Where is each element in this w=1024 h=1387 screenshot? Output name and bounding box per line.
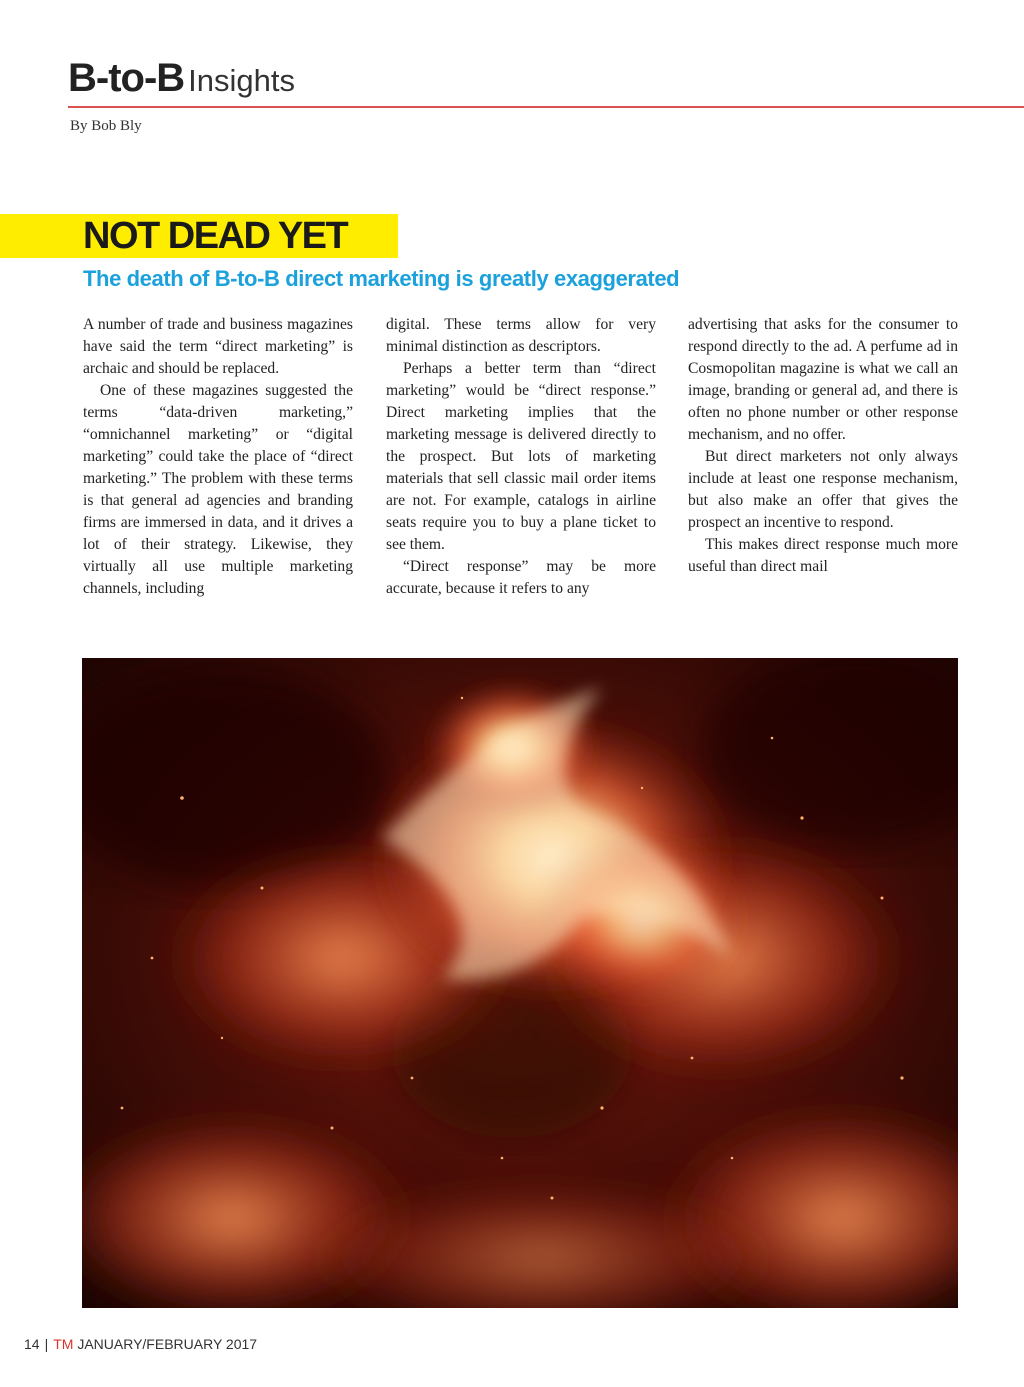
page-footer (24, 1336, 257, 1352)
paragraph: This makes direct response much more useful than direct mail (688, 536, 958, 575)
paragraph: One of these magazines suggested the terms “data-driven marketing,” “omnichannel marketing” or “digital marketing” could take the place of “direct marketing.” The problem with these terms is that general ad agencies and branding firms are immersed in data, and it drives a lot of their strategy. Likewise, they virtually all use multiple marketing channels, including (83, 382, 353, 597)
phoenix-fire-illustration (82, 658, 958, 1308)
article-title: NOT DEAD YET (83, 215, 348, 257)
paragraph: “Direct response” may be more accurate, because it refers to any (386, 558, 656, 597)
text-column-2 (386, 314, 656, 600)
byline: By Bob Bly (70, 118, 142, 134)
magazine-brand: TM (53, 1336, 74, 1352)
issue-date: JANUARY/FEBRUARY 2017 (77, 1336, 258, 1352)
header-rule (68, 106, 1024, 108)
page-number: 14 (24, 1336, 40, 1352)
phoenix-fire-image (82, 658, 958, 1308)
paragraph: advertising that asks for the consumer to respond directly to the ad. A perfume ad in Cosmopolitan magazine is what we call an image, branding or general ad, and there is often no phone number or other response mechanism, and no offer. (688, 316, 958, 443)
section-name-bold: B-to-B (68, 56, 185, 100)
article-subtitle: The death of B-to-B direct marketing is greatly exaggerated (83, 266, 680, 291)
text-column-3 (688, 314, 958, 578)
paragraph: Perhaps a better term than “direct marketing” would be “direct response.” Direct marketing implies that the marketing message is delivered directly to the prospect. But lots of marketing materials that sell classic mail order items are not. For example, catalogs in airline seats require you to buy a plane ticket to see them. (386, 360, 656, 553)
section-header (68, 56, 295, 101)
text-column-1 (83, 314, 353, 600)
paragraph: But direct marketers not only always include at least one response mechanism, but also make an offer that gives the prospect an incentive to respond. (688, 448, 958, 531)
footer-separator: | (44, 1336, 49, 1352)
paragraph: A number of trade and business magazines have said the term “direct marketing” is archaic and should be replaced. (83, 316, 353, 377)
paragraph: digital. These terms allow for very minimal distinction as descriptors. (386, 316, 656, 355)
section-name-light: Insights (188, 63, 296, 98)
